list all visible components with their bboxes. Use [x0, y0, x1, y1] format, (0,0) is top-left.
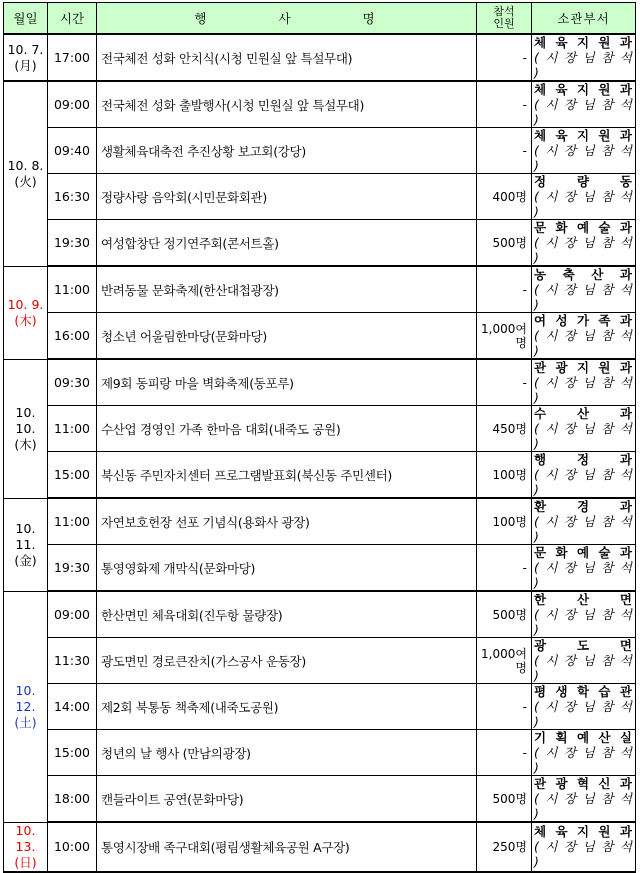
table-row [4, 266, 636, 313]
event-attendees: - [477, 359, 532, 406]
mayor-attendance-note: ( 시 장 님 참 석 ) [534, 467, 633, 497]
department-cell [532, 220, 636, 267]
event-time: 18:00 [48, 776, 97, 823]
schedule-table [3, 2, 636, 873]
event-time: 16:00 [48, 313, 97, 360]
department-cell [532, 174, 636, 220]
table-row [4, 452, 636, 499]
event-time: 10:00 [48, 822, 97, 872]
event-time: 19:30 [48, 545, 97, 592]
department-name: 체 육 지 원 과 [534, 824, 633, 840]
event-time: 11:00 [48, 266, 97, 313]
header-department: 소관부서 [532, 3, 636, 35]
department-name: 체 육 지 원 과 [534, 128, 633, 143]
event-attendees: 500명 [477, 591, 532, 638]
table-row [4, 128, 636, 174]
event-name: 제2회 북통동 책축제(내죽도공원) [97, 684, 477, 730]
schedule-sheet [3, 2, 635, 873]
mayor-attendance-note: ( 시 장 님 참 석 ) [534, 514, 633, 544]
mayor-attendance-note: ( 시 장 님 참 석 ) [534, 50, 633, 80]
event-name: 캔들라이트 공연(문화마당) [97, 776, 477, 823]
table-row [4, 174, 636, 220]
table-header [4, 3, 636, 35]
department-name: 문 화 예 술 과 [534, 545, 633, 560]
event-time: 14:00 [48, 684, 97, 730]
table-row [4, 591, 636, 638]
department-name: 체 육 지 원 과 [534, 35, 633, 50]
table-row [4, 498, 636, 545]
event-time: 11:00 [48, 498, 97, 545]
mayor-attendance-note: ( 시 장 님 참 석 ) [534, 745, 633, 775]
event-name: 제9회 동피랑 마을 벽화축제(동포루) [97, 359, 477, 406]
event-attendees: 1,000여명 [477, 313, 532, 360]
department-name: 체 육 지 원 과 [534, 82, 633, 97]
department-name: 한 산 면 [534, 592, 633, 607]
mayor-attendance-note: ( 시 장 님 참 석 ) [534, 607, 633, 637]
event-time: 15:00 [48, 452, 97, 499]
mayor-attendance-note: ( 시 장 님 참 석 ) [534, 839, 633, 870]
event-time: 09:40 [48, 128, 97, 174]
department-cell [532, 359, 636, 406]
weekday-label: (金) [14, 552, 37, 568]
table-body [4, 34, 636, 872]
event-time: 17:00 [48, 34, 97, 81]
event-attendees: - [477, 81, 532, 128]
date-cell [4, 266, 48, 359]
date-label: 10. 7. [7, 41, 44, 57]
department-name: 관 광 혁 신 과 [534, 776, 633, 791]
mayor-attendance-note: ( 시 장 님 참 석 ) [534, 699, 633, 729]
event-name: 북신동 주민자치센터 프로그램발표회(북신동 주민센터) [97, 452, 477, 499]
table-row [4, 81, 636, 128]
date-label: 10. 9. [7, 296, 44, 312]
mayor-attendance-note: ( 시 장 님 참 석 ) [534, 791, 633, 821]
header-attendees [477, 3, 532, 35]
department-name: 수 산 과 [534, 406, 633, 421]
department-cell [532, 313, 636, 360]
department-name: 문 화 예 술 과 [534, 220, 633, 235]
table-row [4, 822, 636, 872]
event-time: 09:00 [48, 81, 97, 128]
event-name: 통영영화제 개막식(문화마당) [97, 545, 477, 592]
weekday-label: (火) [14, 173, 37, 189]
mayor-attendance-note: ( 시 장 님 참 석 ) [534, 97, 633, 127]
event-attendees: 250명 [477, 822, 532, 872]
date-cell [4, 34, 48, 81]
event-attendees: - [477, 34, 532, 81]
mayor-attendance-note: ( 시 장 님 참 석 ) [534, 189, 633, 219]
event-attendees: 400명 [477, 174, 532, 220]
department-name: 기 획 예 산 실 [534, 730, 633, 745]
date-cell [4, 822, 48, 872]
date-label: 10. 11. [15, 520, 36, 552]
department-name: 광 도 면 [534, 638, 633, 653]
department-name: 관 광 지 원 과 [534, 360, 633, 375]
department-cell [532, 498, 636, 545]
department-cell [532, 81, 636, 128]
table-row [4, 730, 636, 776]
department-name: 환 경 과 [534, 499, 633, 514]
event-time: 09:00 [48, 591, 97, 638]
event-name: 여성합창단 정기연주회(콘서트홀) [97, 220, 477, 267]
date-cell [4, 498, 48, 591]
table-row [4, 313, 636, 360]
table-row [4, 776, 636, 823]
header-attendees-line2: 인원 [493, 17, 515, 30]
event-attendees: - [477, 128, 532, 174]
date-cell [4, 359, 48, 498]
table-row [4, 220, 636, 267]
event-attendees: - [477, 684, 532, 730]
department-cell [532, 452, 636, 499]
event-attendees: 100명 [477, 498, 532, 545]
department-name: 농 축 산 과 [534, 267, 633, 282]
mayor-attendance-note: ( 시 장 님 참 석 ) [534, 235, 633, 265]
event-name: 전국체전 성화 안치식(시청 민원실 앞 특설무대) [97, 34, 477, 81]
event-attendees: 450명 [477, 406, 532, 452]
department-cell [532, 128, 636, 174]
event-time: 09:30 [48, 359, 97, 406]
department-cell [532, 545, 636, 592]
department-name: 평 생 학 습 관 [534, 684, 633, 699]
event-name: 한산면민 체육대회(진두항 물량장) [97, 591, 477, 638]
department-cell [532, 34, 636, 81]
event-name: 자연보호헌장 선포 기념식(용화사 광장) [97, 498, 477, 545]
header-attendees-line1: 참석 [493, 5, 515, 18]
event-attendees: - [477, 730, 532, 776]
table-row [4, 34, 636, 81]
event-attendees: 1,000여명 [477, 638, 532, 684]
mayor-attendance-note: ( 시 장 님 참 석 ) [534, 375, 633, 405]
table-row [4, 684, 636, 730]
event-attendees: 100명 [477, 452, 532, 499]
date-label: 10. 13. [15, 822, 36, 854]
department-name: 여 성 가 족 과 [534, 313, 633, 328]
table-row [4, 638, 636, 684]
event-name: 통영시장배 족구대회(평림생활체육공원 A구장) [97, 822, 477, 872]
event-name: 전국체전 성화 출발행사(시청 민원실 앞 특설무대) [97, 81, 477, 128]
weekday-label: (土) [14, 714, 37, 730]
event-time: 16:30 [48, 174, 97, 220]
event-name: 광도면민 경로큰잔치(가스공사 운동장) [97, 638, 477, 684]
mayor-attendance-note: ( 시 장 님 참 석 ) [534, 560, 633, 590]
event-attendees: - [477, 545, 532, 592]
weekday-label: (月) [14, 57, 37, 73]
event-name: 반려동물 문화축제(한산대첩광장) [97, 266, 477, 313]
department-name: 행 정 과 [534, 452, 633, 467]
event-time: 15:00 [48, 730, 97, 776]
event-name: 정량사랑 음악회(시민문화회관) [97, 174, 477, 220]
table-row [4, 406, 636, 452]
event-time: 19:30 [48, 220, 97, 267]
weekday-label: (木) [14, 312, 37, 328]
weekday-label: (木) [14, 436, 37, 452]
date-label: 10. 12. [15, 682, 36, 714]
event-name: 청년의 날 행사 (만남의광장) [97, 730, 477, 776]
event-attendees: 500명 [477, 776, 532, 823]
date-cell [4, 81, 48, 266]
department-cell [532, 638, 636, 684]
mayor-attendance-note: ( 시 장 님 참 석 ) [534, 328, 633, 358]
header-month-day: 월일 [4, 3, 48, 35]
header-time: 시간 [48, 3, 97, 35]
department-cell [532, 406, 636, 452]
mayor-attendance-note: ( 시 장 님 참 석 ) [534, 421, 633, 451]
date-label: 10. 8. [7, 157, 44, 173]
weekday-label: (日) [14, 854, 37, 870]
mayor-attendance-note: ( 시 장 님 참 석 ) [534, 653, 633, 683]
date-label: 10. 10. [15, 404, 36, 436]
header-event: 행 사 명 [97, 3, 477, 35]
department-cell [532, 730, 636, 776]
event-name: 청소년 어울림한마당(문화마당) [97, 313, 477, 360]
department-cell [532, 776, 636, 823]
event-attendees: 500명 [477, 220, 532, 267]
table-row [4, 545, 636, 592]
event-time: 11:30 [48, 638, 97, 684]
department-cell [532, 591, 636, 638]
mayor-attendance-note: ( 시 장 님 참 석 ) [534, 282, 633, 312]
event-attendees: - [477, 266, 532, 313]
department-cell [532, 822, 636, 872]
department-cell [532, 266, 636, 313]
event-name: 수산업 경영인 가족 한마음 대회(내죽도 공원) [97, 406, 477, 452]
department-name: 정 량 동 [534, 174, 633, 189]
event-time: 11:00 [48, 406, 97, 452]
mayor-attendance-note: ( 시 장 님 참 석 ) [534, 143, 633, 173]
table-row [4, 359, 636, 406]
event-name: 생활체육대축전 추진상황 보고회(강당) [97, 128, 477, 174]
department-cell [532, 684, 636, 730]
